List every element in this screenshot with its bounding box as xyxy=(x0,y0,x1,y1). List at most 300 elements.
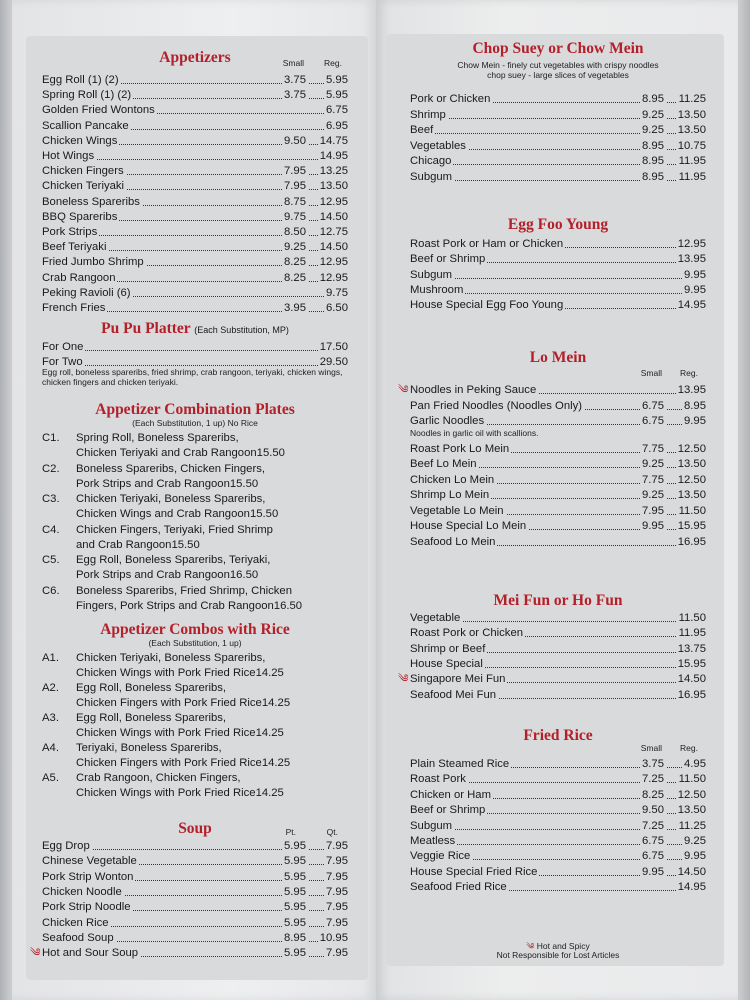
chop-suey-item-name xyxy=(410,154,453,168)
appetizer-item-price: 12.95 xyxy=(319,195,348,208)
appetizer-item xyxy=(42,286,348,300)
soup-item-price: 10.95 xyxy=(319,931,348,944)
appetizer-item-name xyxy=(42,103,157,117)
lo-mein-item-name-text: House Special Lo Mein xyxy=(410,520,527,532)
egg-foo-young-item-name xyxy=(410,268,454,282)
appetizer-item-price: 13.50 xyxy=(319,180,348,193)
chop-suey-item-name xyxy=(410,92,492,106)
fried-rice-item-name xyxy=(410,819,454,833)
combo-rice-item-line2 xyxy=(76,666,348,680)
right-page xyxy=(376,0,738,1000)
lost-articles-note: Not Responsible for Lost Articles xyxy=(496,950,620,960)
appetizer-item-name-text: Spring Roll (1) (2) xyxy=(42,89,132,102)
fried-rice-col-reg: Reg. xyxy=(680,743,698,753)
fried-rice-item-name-text: Seafood Fried Rice xyxy=(410,881,507,894)
appetizer-item xyxy=(42,119,348,133)
lo-mein-item-name xyxy=(410,442,511,456)
appetizer-item-name xyxy=(42,210,119,224)
lo-mein-item xyxy=(410,399,706,413)
combo-rice-item-line2-text: Chicken Fingers with Pork Fried Rice xyxy=(76,757,262,769)
fried-rice-item-small-price: 9.95 xyxy=(642,865,664,878)
pupu-note: Egg roll, boneless spareribs, fried shrimp, crab rangoon, teriyaki, chicken wings, chicken fingers and chicken teriyaki. xyxy=(42,367,343,387)
fried-rice-item-name-text: Plain Steamed Rice xyxy=(410,758,510,770)
egg-foo-young-item-name xyxy=(410,237,565,251)
chop-suey-note1: Chow Mein - finely cut vegetables with crispy noodles xyxy=(457,60,659,70)
appetizer-item xyxy=(42,134,348,148)
lo-mein-item-name xyxy=(410,414,486,428)
combo-rice-item-code: A2. xyxy=(42,682,59,694)
fried-rice-item-small-price: 3.75 xyxy=(642,758,664,770)
appetizer-item-name-text: Egg Roll (1) (2) xyxy=(42,74,119,86)
lo-mein-item-small-price: 9.95 xyxy=(642,520,664,532)
soup-item xyxy=(42,931,348,945)
combo-rice-item-code: A5. xyxy=(42,772,59,784)
mei-fun-item-name-text: Singapore Mei Fun xyxy=(410,673,506,686)
fried-rice-item xyxy=(410,880,706,894)
egg-foo-young-item xyxy=(410,283,706,297)
appetizer-item-small-price: 7.95 xyxy=(284,180,306,193)
soup-item xyxy=(30,946,348,960)
soup-item-name-text: Chinese Vegetable xyxy=(42,855,137,868)
chop-suey-item-name xyxy=(410,123,435,137)
egg-foo-young-item-leader xyxy=(410,278,706,279)
fried-rice-item-price: 14.95 xyxy=(677,881,706,894)
combo-plate-item-code: C6. xyxy=(42,584,60,597)
soup-item-name-text: Seafood Soup xyxy=(42,931,114,944)
appetizer-item-name xyxy=(42,179,126,193)
lo-mein-col-small: Small xyxy=(640,368,662,378)
mei-fun-item-name xyxy=(410,688,498,702)
appetizer-item xyxy=(42,255,348,269)
appetizer-item-price: 5.95 xyxy=(326,74,348,86)
lo-mein-item xyxy=(398,383,706,397)
appetizers-col-small: Small xyxy=(282,58,304,68)
lo-mein-item-name xyxy=(410,383,538,397)
hot-and-spicy-icon: ༄ xyxy=(30,947,41,960)
lo-mein-item-small-price: 9.25 xyxy=(642,458,664,470)
fried-rice-item-small-price: 9.50 xyxy=(642,804,664,817)
lo-mein-item-name xyxy=(410,535,497,549)
mei-fun-item xyxy=(410,657,706,671)
fried-rice-item-name-text: Subgum xyxy=(410,819,453,832)
soup-item-small-price: 5.95 xyxy=(284,840,306,852)
appetizer-item-name xyxy=(42,271,117,285)
hot-and-spicy-icon: ༄ xyxy=(398,673,409,686)
fried-rice-item-name-text: Veggie Rice xyxy=(410,850,471,863)
appetizer-item-small-price: 3.75 xyxy=(284,89,306,102)
chop-suey-item xyxy=(410,139,706,153)
egg-foo-young-item-price: 13.95 xyxy=(677,253,706,266)
soup-item-small-price: 5.95 xyxy=(284,855,306,868)
chop-suey-item-small-price: 8.95 xyxy=(642,155,664,167)
combo-plate-item-line2-text: and Crab Rangoon xyxy=(76,538,172,551)
combo-plate-item-line2-text: Fingers, Pork Strips and Crab Rangoon xyxy=(76,599,274,612)
appetizer-item xyxy=(42,195,348,209)
appetizer-item-name-text: Boneless Spareribs xyxy=(42,195,140,208)
mei-fun-item-name xyxy=(410,642,487,656)
lo-mein-item-price: 13.50 xyxy=(677,458,706,470)
appetizer-item-name-text: Pork Strips xyxy=(42,226,98,238)
chop-suey-item xyxy=(410,170,706,184)
appetizer-item xyxy=(42,149,348,163)
mei-fun-item-name xyxy=(410,626,525,640)
soup-item-name xyxy=(42,916,111,930)
lo-mein-item-price: 13.50 xyxy=(677,489,706,501)
appetizer-item xyxy=(42,88,348,102)
appetizer-item xyxy=(42,179,348,193)
fried-rice-item-price: 13.50 xyxy=(677,804,706,817)
egg-foo-young-item xyxy=(410,237,706,251)
combo-plate-item-line2 xyxy=(76,507,348,521)
appetizer-item-price: 12.95 xyxy=(319,271,348,284)
combo-rice-item-price: 14.25 xyxy=(255,787,284,799)
lo-mein-item xyxy=(410,414,706,428)
appetizer-item-small-price: 8.25 xyxy=(284,256,306,269)
combo-plate-item-code: C5. xyxy=(42,554,60,566)
soup-item-price: 7.95 xyxy=(326,870,348,883)
combo-rice-item-price: 14.25 xyxy=(261,697,291,709)
combo-plate-item-price: 15.50 xyxy=(256,447,285,459)
lo-mein-item xyxy=(410,442,706,456)
mei-fun-item xyxy=(410,611,706,625)
soup-title: Soup xyxy=(178,820,212,837)
lo-mein-item-name xyxy=(410,504,506,518)
lo-mein-item-price: 8.95 xyxy=(684,399,706,412)
lo-mein-item-name xyxy=(410,457,479,471)
appetizer-item-name xyxy=(42,149,96,163)
chop-suey-item-small-price: 8.95 xyxy=(642,139,664,152)
soup-item-name-text: Hot and Sour Soup xyxy=(42,947,139,960)
combo-plate-item-line1: Chicken Fingers, Teriyaki, Fried Shrimp xyxy=(76,523,273,536)
egg-foo-young-item-name-text: Beef or Shrimp xyxy=(410,253,486,266)
egg-foo-young-item-name-text: Roast Pork or Ham or Chicken xyxy=(410,238,564,250)
lo-mein-item xyxy=(410,473,706,487)
appetizer-item-name xyxy=(42,195,142,209)
fried-rice-col-small: Small xyxy=(640,743,662,753)
fried-rice-item-small-price: 7.25 xyxy=(642,773,664,786)
fried-rice-item-name-text: Meatless xyxy=(410,835,456,847)
appetizer-item-price: 6.75 xyxy=(326,104,348,117)
fried-rice-item-price: 11.50 xyxy=(678,773,706,786)
fried-rice-item-name xyxy=(410,803,487,817)
appetizer-item-name xyxy=(42,88,133,102)
appetizer-item-price: 12.75 xyxy=(319,226,348,238)
chop-suey-item-name-text: Shrimp xyxy=(410,108,446,121)
left-page xyxy=(12,0,376,1000)
appetizer-item xyxy=(42,225,348,239)
mei-fun-item xyxy=(410,626,706,640)
pupu-item-name-text: For One xyxy=(42,341,84,353)
egg-foo-young-item xyxy=(410,268,706,282)
soup-item xyxy=(42,900,348,914)
soup-item-name xyxy=(42,839,92,853)
fried-rice-item-name xyxy=(410,757,511,771)
fried-rice-item-small-price: 6.75 xyxy=(642,850,664,863)
lo-mein-item-name-text: Roast Pork Lo Mein xyxy=(410,442,510,455)
lo-mein-item-name xyxy=(410,399,584,413)
lo-mein-item-name-text: Shrimp Lo Mein xyxy=(410,489,490,501)
chop-suey-item-small-price: 9.25 xyxy=(642,124,664,136)
fried-rice-item xyxy=(410,757,706,771)
mei-fun-item-name-text: Shrimp or Beef xyxy=(410,642,486,655)
combo-rice-item-price: 14.25 xyxy=(255,667,284,679)
soup-item-small-price: 5.95 xyxy=(284,885,306,898)
lo-mein-item-small-price: 7.95 xyxy=(642,504,664,517)
egg-foo-young-item-name xyxy=(410,252,487,266)
chop-suey-item xyxy=(410,154,706,168)
chop-suey-item-small-price: 8.95 xyxy=(642,93,664,105)
combo-rice-item-line2 xyxy=(76,786,348,800)
soup-item-small-price: 5.95 xyxy=(284,916,306,929)
chop-suey-item xyxy=(410,123,706,137)
combo-plate-item-price: 16.50 xyxy=(273,599,303,612)
appetizer-item-name-text: Chicken Fingers xyxy=(42,165,124,178)
soup-item-price: 7.95 xyxy=(326,855,348,868)
fried-rice-item-name xyxy=(410,772,468,786)
fried-rice-item-name-text: House Special Fried Rice xyxy=(410,865,538,878)
appetizer-item-name xyxy=(42,73,121,87)
mei-fun-item-name-text: Roast Pork or Chicken xyxy=(410,627,524,640)
egg-foo-young-item-name-text: House Special Egg Foo Young xyxy=(410,299,564,312)
soup-item-price: 7.95 xyxy=(326,840,348,852)
combo-plate-item-line2 xyxy=(76,477,348,491)
mei-fun-item-name-text: House Special xyxy=(410,657,483,670)
soup-item-price: 7.95 xyxy=(326,885,348,898)
lo-mein-item xyxy=(410,488,706,502)
appetizer-item-price: 5.95 xyxy=(326,89,348,102)
lo-mein-item-name-text: Beef Lo Mein xyxy=(410,458,477,470)
lo-mein-item-price: 16.95 xyxy=(677,535,706,548)
egg-foo-young-item-name xyxy=(410,283,465,297)
chop-suey-item-price: 13.50 xyxy=(677,124,706,136)
pupu-title: Pu Pu Platter (Each Substitution, MP) xyxy=(101,320,289,337)
soup-item-name-text: Pork Strip Wonton xyxy=(42,870,134,883)
appetizer-item-name xyxy=(42,225,99,239)
combo-rice-item-code: A3. xyxy=(42,712,59,724)
fried-rice-item-price: 9.25 xyxy=(684,835,706,847)
lo-mein-item-small-price: 6.75 xyxy=(642,399,664,412)
mei-fun-item-price: 16.95 xyxy=(677,688,706,701)
fried-rice-item-name-text: Beef or Shrimp xyxy=(410,804,486,817)
fried-rice-item-name-text: Chicken or Ham xyxy=(410,788,491,801)
lo-mein-title: Lo Mein xyxy=(529,349,587,366)
appetizer-item-name-text: Chicken Wings xyxy=(42,134,118,147)
lo-mein-item-small-price: 6.75 xyxy=(642,415,664,427)
fried-rice-item-name xyxy=(410,849,472,863)
appetizer-item-small-price: 8.50 xyxy=(284,226,306,238)
fried-rice-item xyxy=(410,834,706,848)
fried-rice-item-name-text: Roast Pork xyxy=(410,773,466,786)
mei-fun-item-name xyxy=(410,611,462,625)
combo-plate-item-line1: Chicken Teriyaki, Boneless Spareribs, xyxy=(76,493,266,505)
soup-item xyxy=(42,916,348,930)
mei-fun-item-name-text: Vegetable xyxy=(410,612,461,624)
pupu-item xyxy=(42,340,348,354)
spicy-legend-text: Hot and Spicy xyxy=(536,941,590,951)
pupu-item-leader xyxy=(42,350,348,351)
appetizer-item-small-price: 8.25 xyxy=(284,271,306,284)
combo-plates-title: Appetizer Combination Plates xyxy=(95,401,295,418)
appetizer-item-name xyxy=(42,286,133,300)
soup-item-name-text: Pork Strip Noodle xyxy=(42,901,131,914)
appetizer-item xyxy=(42,210,348,224)
chop-suey-item-price: 11.25 xyxy=(678,93,706,105)
mei-fun-item-name xyxy=(410,657,485,671)
lo-mein-item-small-price: 7.75 xyxy=(642,442,664,455)
egg-foo-young-item-price: 14.95 xyxy=(677,299,706,312)
soup-item-price: 7.95 xyxy=(326,916,348,929)
appetizer-item-name-text: Chicken Teriyaki xyxy=(42,180,125,193)
appetizer-item-small-price: 3.95 xyxy=(284,302,306,314)
egg-foo-young-item-price: 9.95 xyxy=(684,268,706,281)
mei-fun-item-price: 11.95 xyxy=(678,627,706,640)
mei-fun-title: Mei Fun or Ho Fun xyxy=(493,592,623,609)
fried-rice-item-name xyxy=(410,834,457,848)
lo-mein-item xyxy=(410,535,706,549)
soup-item-small-price: 5.95 xyxy=(284,870,306,883)
soup-item-small-price: 5.95 xyxy=(284,947,306,960)
mei-fun-item-price: 11.50 xyxy=(678,612,706,624)
combo-rice-item-price: 14.25 xyxy=(261,757,291,769)
appetizer-item-name xyxy=(42,119,131,133)
combo-plate-item-price: 15.50 xyxy=(171,538,200,551)
appetizer-item-name xyxy=(42,164,126,178)
appetizer-item-small-price: 9.25 xyxy=(284,241,306,254)
fried-rice-item-price: 14.50 xyxy=(677,865,706,878)
combo-rice-item-line1: Chicken Teriyaki, Boneless Spareribs, xyxy=(76,652,266,664)
combo-plate-item-line2 xyxy=(76,446,348,460)
lo-mein-item xyxy=(410,504,706,518)
combo-rice-item-line2-text: Chicken Fingers with Pork Fried Rice xyxy=(76,697,262,709)
appetizer-item-price: 14.95 xyxy=(319,150,348,162)
combo-plate-item-line2-text: Chicken Teriyaki and Crab Rangoon xyxy=(76,447,257,459)
appetizer-item-name xyxy=(42,255,146,269)
fried-rice-item-price: 11.25 xyxy=(678,819,706,832)
combo-plate-item-line1: Boneless Spareribs, Fried Shrimp, Chicken xyxy=(76,584,292,597)
appetizer-item-small-price: 9.75 xyxy=(284,210,306,223)
chop-suey-item-price: 13.50 xyxy=(677,108,706,121)
appetizer-item-small-price: 7.95 xyxy=(284,165,306,178)
lo-mein-item-name-text: Noodles in Peking Sauce xyxy=(410,384,537,396)
combo-rice-item-line1: Egg Roll, Boneless Spareribs, xyxy=(76,682,227,694)
egg-foo-young-item xyxy=(410,298,706,312)
combo-rice-item-line2 xyxy=(76,726,348,740)
lo-mein-item xyxy=(410,457,706,471)
hot-and-spicy-icon: ༄ xyxy=(526,941,535,951)
egg-foo-young-item-price: 9.95 xyxy=(684,283,706,296)
appetizer-item xyxy=(42,301,348,315)
chop-suey-item-name-text: Pork or Chicken xyxy=(410,93,491,105)
appetizer-item-price: 6.95 xyxy=(326,119,348,132)
lo-mein-item-name xyxy=(410,473,496,487)
lo-mein-item-price: 11.50 xyxy=(678,504,706,517)
fried-rice-item-name xyxy=(410,865,539,879)
lo-mein-col-reg: Reg. xyxy=(680,368,698,378)
soup-item-name xyxy=(42,885,124,899)
combo-rice-item-line2-text: Chicken Wings with Pork Fried Rice xyxy=(76,667,256,679)
soup-item-small-price: 5.95 xyxy=(284,901,306,914)
appetizer-item xyxy=(42,164,348,178)
combo-rice-item-line2-text: Chicken Wings with Pork Fried Rice xyxy=(76,727,256,739)
combo-plate-item-line2-text: Chicken Wings and Crab Rangoon xyxy=(76,508,250,520)
chop-suey-title: Chop Suey or Chow Mein xyxy=(472,40,644,57)
appetizer-item-small-price: 3.75 xyxy=(284,74,306,86)
pupu-item-price: 17.50 xyxy=(319,341,348,353)
soup-item-name-text: Chicken Rice xyxy=(42,916,109,929)
egg-foo-young-item-name-text: Mushroom xyxy=(410,283,464,296)
pupu-title-note: (Each Substitution, MP) xyxy=(194,325,289,335)
chop-suey-item-name-text: Vegetables xyxy=(410,139,466,152)
chop-suey-item-small-price: 9.25 xyxy=(642,108,664,121)
soup-item-name xyxy=(42,931,116,945)
chop-suey-item-name-text: Beef xyxy=(410,124,434,136)
appetizer-item-name xyxy=(42,134,119,148)
garlic-noodles-note: Noodles in garlic oil with scallions. xyxy=(410,427,539,438)
mei-fun-item xyxy=(410,642,706,656)
combo-rice-subtitle: (Each Substitution, 1 up) xyxy=(148,638,242,648)
fried-rice-item xyxy=(410,849,706,863)
lo-mein-item-name xyxy=(410,488,491,502)
combo-plate-item-code: C1. xyxy=(42,432,60,444)
combo-plate-item-price: 16.50 xyxy=(229,569,259,581)
lo-mein-item-price: 9.95 xyxy=(684,415,706,427)
appetizer-item-name-text: Beef Teriyaki xyxy=(42,241,107,254)
soup-item xyxy=(42,839,348,853)
lo-mein-item-price: 12.50 xyxy=(677,473,706,486)
fried-rice-item-small-price: 6.75 xyxy=(642,835,664,847)
mei-fun-item-name-text: Seafood Mei Fun xyxy=(410,688,497,701)
appetizer-item xyxy=(42,103,348,117)
appetizer-item-small-price: 9.50 xyxy=(284,134,306,147)
chop-suey-item-name xyxy=(410,139,468,153)
fried-rice-item-name xyxy=(410,788,493,802)
fried-rice-item-name xyxy=(410,880,509,894)
appetizer-item-name-text: Hot Wings xyxy=(42,150,95,162)
combo-plate-item-line2-text: Pork Strips and Crab Rangoon xyxy=(76,477,230,490)
pupu-item-name-text: For Two xyxy=(42,355,83,368)
combo-plate-item-line2-text: Pork Strips and Crab Rangoon xyxy=(76,569,230,581)
fried-rice-item xyxy=(410,772,706,786)
combo-rice-title: Appetizer Combos with Rice xyxy=(100,621,290,638)
lo-mein-item-small-price: 7.75 xyxy=(642,473,664,486)
hot-and-spicy-icon: ༄ xyxy=(398,384,409,396)
chop-suey-item-price: 10.75 xyxy=(677,139,706,152)
soup-col-reg: Qt. xyxy=(326,827,338,837)
combo-rice-item-price: 14.25 xyxy=(255,727,284,739)
appetizer-item-name-text: BBQ Spareribs xyxy=(42,210,118,223)
appetizer-item-name-text: Fried Jumbo Shrimp xyxy=(42,256,144,269)
mei-fun-item xyxy=(398,672,706,686)
combo-plate-item-line1: Egg Roll, Boneless Spareribs, Teriyaki, xyxy=(76,554,271,566)
combo-plate-item-line1: Boneless Spareribs, Chicken Fingers, xyxy=(76,462,265,475)
soup-item-name xyxy=(42,870,135,884)
appetizer-item-price: 14.50 xyxy=(319,241,348,254)
appetizer-item-name xyxy=(42,301,107,315)
pupu-item-price: 29.50 xyxy=(319,355,348,368)
fried-rice-item xyxy=(410,819,706,833)
chop-suey-item-price: 11.95 xyxy=(678,170,706,183)
combo-plate-item-line1: Spring Roll, Boneless Spareribs, xyxy=(76,432,239,444)
fried-rice-item xyxy=(410,803,706,817)
combo-rice-item-line2 xyxy=(76,696,348,710)
lo-mein-item-small-price: 9.25 xyxy=(642,489,664,501)
appetizer-item-name-text: Peking Ravioli (6) xyxy=(42,286,131,299)
combo-plate-item-line2 xyxy=(76,568,348,582)
mei-fun-item-price: 15.95 xyxy=(677,657,706,670)
chop-suey-item-name-text: Chicago xyxy=(410,155,452,167)
lo-mein-item-name xyxy=(410,519,528,533)
combo-rice-item-line2 xyxy=(76,756,348,770)
